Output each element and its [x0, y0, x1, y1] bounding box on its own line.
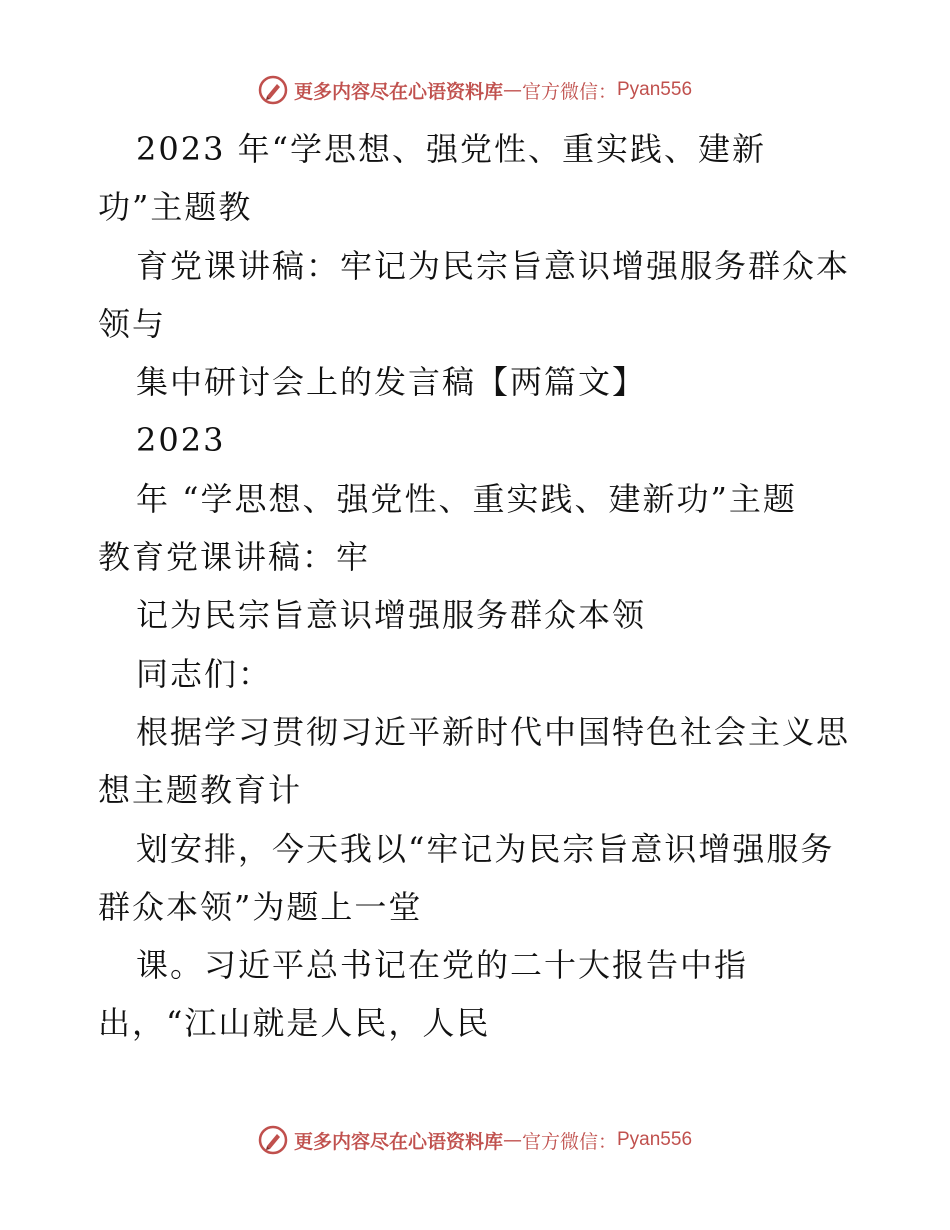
text-line: 出，“江山就是人民，人民: [98, 1004, 491, 1043]
text-line: 根据学习贯彻习近平新时代中国特色社会主义思: [136, 712, 851, 751]
text-line: 集中研讨会上的发言稿【两篇文】: [136, 363, 647, 402]
watermark-header: [0, 70, 950, 110]
pen-logo-icon: [258, 1125, 288, 1155]
document-body: [98, 120, 858, 1053]
text-line: 记为民宗旨意识增强服务群众本领: [136, 596, 647, 635]
watermark-main-text: 更多内容尽在心语资料库: [293, 1130, 503, 1153]
text-line: 群众本领”为题上一堂: [98, 887, 423, 926]
watermark-footer: [0, 1120, 950, 1160]
text-line: 想主题教育计: [98, 771, 303, 810]
watermark-id: Pyan556: [617, 1129, 693, 1150]
text-line: 年 “学思想、强党性、重实践、建新功”主题: [136, 479, 797, 518]
watermark-label: 官方微信：: [521, 80, 617, 103]
text-line: 领与: [98, 304, 167, 343]
watermark-main-text: 更多内容尽在心语资料库: [293, 80, 503, 103]
text-line: 同志们：: [136, 654, 273, 693]
watermark-separator: —: [502, 1129, 522, 1151]
text-line: 育党课讲稿：牢记为民宗旨意识增强服务群众本: [136, 246, 851, 285]
text-line: 教育党课讲稿：牢: [98, 538, 371, 577]
watermark-label: 官方微信：: [521, 1130, 617, 1153]
watermark-id: Pyan556: [617, 79, 693, 100]
text-line: 2023 年“学思想、强党性、重实践、建新: [136, 130, 766, 168]
pen-logo-icon: [258, 75, 288, 105]
text-line: 划安排，今天我以“牢记为民宗旨意识增强服务: [136, 829, 835, 868]
watermark-separator: —: [502, 79, 522, 101]
text-line: 2023: [136, 421, 226, 460]
text-line: 课。习近平总书记在党的二十大报告中指: [136, 946, 749, 985]
text-line: 功”主题教: [98, 188, 253, 227]
